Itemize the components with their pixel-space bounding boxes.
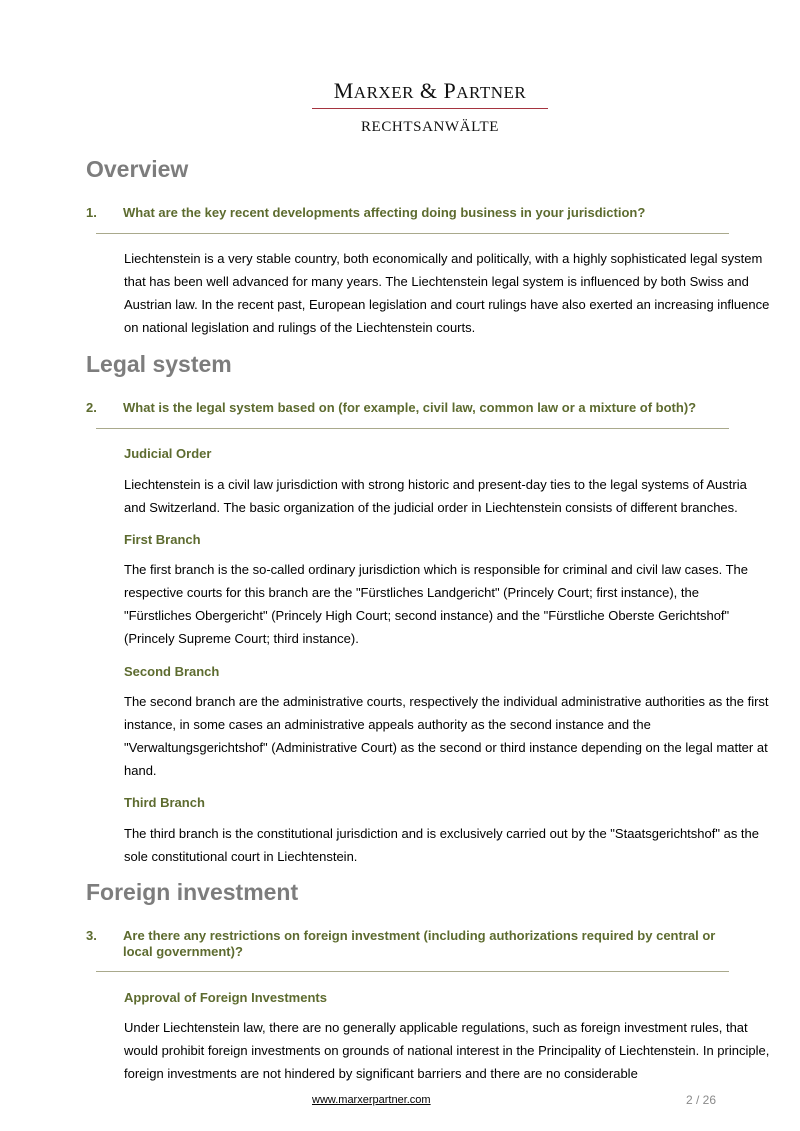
firm-name-part: M — [333, 78, 354, 103]
subheading-third-branch: Third Branch — [124, 795, 205, 810]
logo-divider — [312, 108, 548, 109]
section-title-overview: Overview — [86, 156, 189, 182]
section-title-legal-system: Legal system — [86, 351, 232, 377]
question-number: 2. — [86, 400, 97, 415]
page-number: 2 / 26 — [686, 1093, 717, 1107]
question-text: What are the key recent developments affecting doing business in your jurisdiction? — [123, 205, 646, 220]
section-title-foreign-investment: Foreign investment — [86, 879, 299, 905]
firm-logo — [0, 78, 800, 136]
firm-name-part: & P — [413, 78, 457, 103]
firm-name-part: ARXER — [353, 83, 414, 102]
paragraph-third-branch: The third branch is the constitutional jurisdiction and is exclusively carried out by the "Staatsgerichtshof" as the sole constitutional court in Liechtenstein. — [124, 826, 760, 864]
paragraph-approval-foreign-investments: Under Liechtenstein law, there are no generally applicable regulations, such as foreign investment rules, that would prohibit foreign investments on grounds of national interest in the Principality of Liechtenstein. In principle, foreign investments are not hindered by significant barriers and there are no considerable — [124, 1020, 770, 1081]
firm-subtitle: RECHTSANWÄLTE — [360, 119, 500, 135]
question-2 — [86, 400, 726, 416]
question-number: 3. — [86, 928, 97, 943]
subheading-second-branch: Second Branch — [124, 664, 220, 679]
paragraph-first-branch: The first branch is the so-called ordinary jurisdiction which is responsible for criminal and civil law cases. The respective courts for this branch are the "Fürstliches Landgericht" (Princely Court; first instance), the "Fürstliches Obergericht" (Princely High Court; second instance) and the "Fürstliche Oberste Gerichtshof" (Princely Supreme Court; third instance). — [124, 562, 749, 646]
subheading-approval-foreign-investments: Approval of Foreign Investments — [124, 990, 327, 1005]
firm-name-part: ARTNER — [456, 83, 527, 102]
question-divider — [96, 428, 729, 429]
firm-name — [334, 78, 527, 104]
paragraph-overview: Liechtenstein is a very stable country, both economically and politically, with a highly sophisticated legal system that has been well advanced for many years. The Liechtenstein legal system is influenced by both Swiss and Austrian law. In the recent past, European legislation and court rulings have also exerted an increasing influence on national legislation and rulings of the Liechtenstein courts. — [124, 251, 770, 335]
question-1 — [86, 205, 726, 221]
question-text: What is the legal system based on (for example, civil law, common law or a mixture of both)? — [123, 400, 697, 415]
question-text: Are there any restrictions on foreign investment (including authorizations required by central or local government)? — [123, 928, 716, 959]
question-3 — [86, 928, 726, 960]
question-divider — [96, 971, 729, 972]
subheading-judicial-order: Judicial Order — [124, 446, 212, 461]
question-number: 1. — [86, 205, 97, 220]
paragraph-judicial-order: Liechtenstein is a civil law jurisdiction with strong historic and present-day ties to the legal systems of Austria and Switzerland. The basic organization of the judicial order in Liechtenstein consists of different branches. — [124, 477, 747, 515]
subheading-first-branch: First Branch — [124, 532, 201, 547]
question-divider — [96, 233, 729, 234]
paragraph-second-branch: The second branch are the administrative courts, respectively the individual administrative authorities as the first instance, in some cases an administrative appeals authority as the second instance and the "Verwaltungsgerichtshof" (Administrative Court) as the second or third instance depending on the legal matter at hand. — [124, 694, 769, 778]
footer-website-link[interactable]: www.marxerpartner.com — [312, 1094, 431, 1106]
